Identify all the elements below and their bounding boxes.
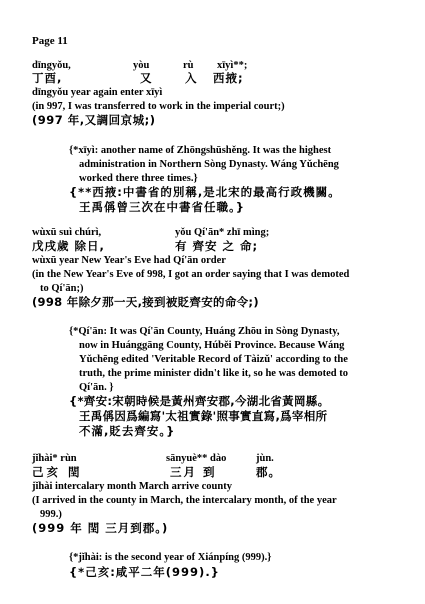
english-translation: (in 997, I was transferred to work in the imperial court;) <box>32 101 285 112</box>
pinyin-word: xīyì**; <box>217 60 248 71</box>
chinese-chars: 西掖; <box>213 71 244 85</box>
english-gloss: dīngyǒu year again enter xīyì <box>32 87 163 98</box>
note-english: Yǔchēng edited 'Veritable Record of Tàizǔ' according to the <box>79 354 348 365</box>
note-chinese: {**西掖:中書省的別稱,是北宋的最高行政機關。 <box>69 185 341 199</box>
chinese-chars: 又 <box>140 71 153 85</box>
chinese-chars: 入 <box>185 71 198 85</box>
pinyin-word: sānyuè** dào <box>166 453 227 464</box>
chinese-translation: (999 年 閏 三月到郡。) <box>32 521 169 535</box>
chinese-translation: (998 年除夕那一天,接到被貶齊安的命令;) <box>32 295 259 309</box>
chinese-chars: 三月 到 <box>170 465 217 479</box>
chinese-chars: 己亥 閏 <box>32 465 83 479</box>
note-english: worked there three times.} <box>79 173 198 184</box>
page-number: Page 11 <box>32 35 68 47</box>
note-english: {*jǐhài: is the second year of Xiánpíng (999).} <box>69 552 272 563</box>
chinese-chars: 郡。 <box>256 465 281 479</box>
note-english: truth, the prime minister didn't like it, so he was demoted to <box>79 368 349 379</box>
chinese-translation: (997 年,又調回京城;) <box>32 113 156 127</box>
note-english: now in Huánggāng County, Húběi Province. Because Wáng <box>79 340 345 351</box>
note-chinese: 不滿,貶去齊安。} <box>79 424 176 438</box>
note-chinese: {*己亥:咸平二年(999).} <box>69 565 220 579</box>
note-chinese: 王禹偁曾三次在中書省任職。} <box>79 200 245 214</box>
note-english: {*Qí'ān: It was Qí'ān County, Huáng Zhōu in Sòng Dynasty, <box>69 326 340 337</box>
note-english: Qí'ān. } <box>79 382 114 393</box>
english-gloss: jǐhài intercalary month March arrive county <box>32 481 232 492</box>
english-translation: (in the New Year's Eve of 998, I got an order saying that I was demoted <box>32 269 350 280</box>
english-gloss: wùxū year New Year's Eve had Qí'ān order <box>32 255 226 266</box>
pinyin-word: rù <box>183 60 194 71</box>
note-chinese: 王禹偁因爲編寫'太祖實錄'照事實直寫,爲宰相所 <box>79 409 328 423</box>
chinese-chars: 丁酉, <box>32 71 63 85</box>
english-translation: to Qí'ān;) <box>40 283 84 294</box>
chinese-chars: 有 齊安 之 命; <box>175 239 259 253</box>
pinyin-word: yǒu Qí'ān* zhī mìng; <box>175 227 270 238</box>
note-chinese: {*齊安:宋朝時候是黃州齊安郡,今湖北省黃岡縣。 <box>69 394 330 408</box>
pinyin-word: dīngyǒu, <box>32 60 71 71</box>
chinese-chars: 戊戌歲 除日, <box>32 239 105 253</box>
note-english: {*xīyì: another name of Zhōngshūshěng. It was the highest <box>69 145 332 156</box>
pinyin-word: wùxū suì chúrì, <box>32 227 102 238</box>
pinyin-word: yòu <box>133 60 150 71</box>
note-english: administration in Northern Sòng Dynasty. Wáng Yǔchēng <box>79 159 339 170</box>
pinyin-word: jǐhài* rùn <box>32 453 77 464</box>
english-translation: (I arrived in the county in March, the intercalary month, of the year <box>32 495 337 506</box>
pinyin-word: jùn. <box>256 453 274 464</box>
english-translation: 999.) <box>40 509 62 520</box>
